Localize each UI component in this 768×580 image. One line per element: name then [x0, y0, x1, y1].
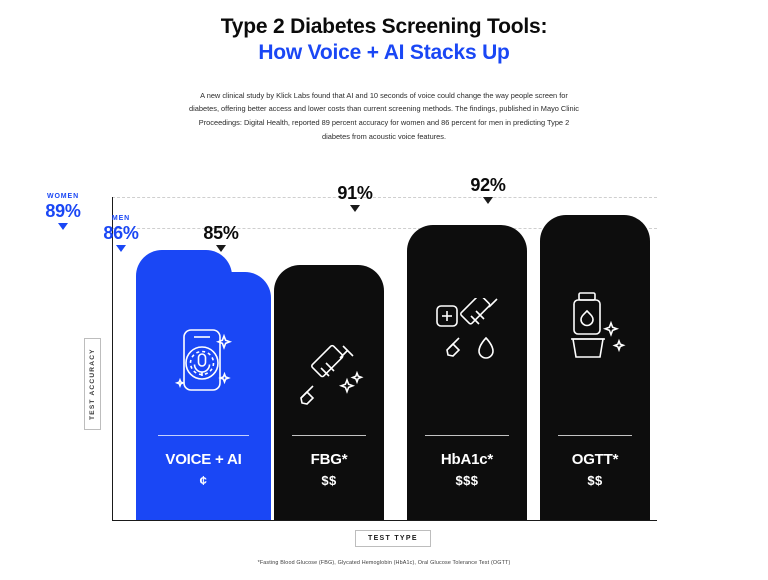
- bar-ogtt[interactable]: [540, 215, 650, 520]
- bar-fbg[interactable]: [274, 265, 384, 520]
- bar-ogtt-inner: [540, 215, 650, 520]
- callout-category-label: WOMEN: [46, 193, 80, 200]
- header: [0, 0, 768, 143]
- bar-divider: [558, 435, 632, 436]
- syringe-icon: [291, 335, 367, 415]
- bar-divider: [292, 435, 366, 436]
- callout-arrow-icon: [58, 223, 68, 230]
- bar-cost-ogtt: $$: [587, 473, 603, 488]
- bar-voice-ai[interactable]: [136, 250, 271, 520]
- chart-area: [0, 175, 768, 540]
- bar-cost-fbg: $$: [321, 473, 337, 488]
- bar-label-ogtt: OGTT*: [571, 451, 619, 468]
- callout-value: 91%: [337, 183, 373, 203]
- callout-value: 92%: [470, 175, 506, 195]
- bar-hba1c-inner: [407, 225, 527, 520]
- bar-label-voice-ai: VOICE + AI: [165, 451, 242, 468]
- smartphone-microphone-icon: [166, 320, 242, 400]
- callout-category-label: MEN: [111, 215, 131, 222]
- bar-voice-ai-content: [136, 250, 271, 520]
- x-axis-label: TEST TYPE: [355, 530, 431, 547]
- x-axis-line: [112, 520, 657, 521]
- callout-value: 86%: [103, 223, 139, 243]
- blood-draw-syringe-icon: [427, 295, 507, 375]
- subtitle-paragraph: A new clinical study by Klick Labs found that AI and 10 seconds of voice could change the way people screen for diabetes, offering better access and lower costs than current screening methods. The findings, published in Mayo Clinic Proceedings: Digital Health, reported 89 percent accuracy for women and 86 percent for men in predicting Type 2 diabetes from acoustic voice features.: [189, 90, 580, 141]
- glucose-bottle-cup-icon: [557, 285, 633, 365]
- footnote: *Fasting Blood Glucose (FBG), Glycated Hemoglobin (HbA1c), Oral Glucose Tolerance Test (OGTT): [257, 560, 511, 566]
- bar-hba1c[interactable]: [407, 225, 527, 520]
- bars-container: [112, 175, 657, 520]
- bar-voice-ai-inner: [136, 250, 271, 520]
- bar-cost-hba1c: $$$: [455, 473, 479, 488]
- bar-divider: [158, 435, 249, 436]
- callout-value: 85%: [203, 223, 239, 243]
- bar-label-fbg: FBG*: [310, 451, 348, 468]
- callout-value: 89%: [45, 201, 81, 221]
- bar-divider: [425, 435, 509, 436]
- page-title-line-1: Type 2 Diabetes Screening Tools:: [220, 15, 548, 38]
- y-axis-label: TEST ACCURACY: [84, 338, 101, 430]
- bar-cost-voice-ai: ¢: [199, 473, 208, 488]
- bar-fbg-inner: [274, 265, 384, 520]
- bar-label-hba1c: HbA1c*: [440, 451, 494, 468]
- page-title-line-2: How Voice + AI Stacks Up: [258, 41, 510, 65]
